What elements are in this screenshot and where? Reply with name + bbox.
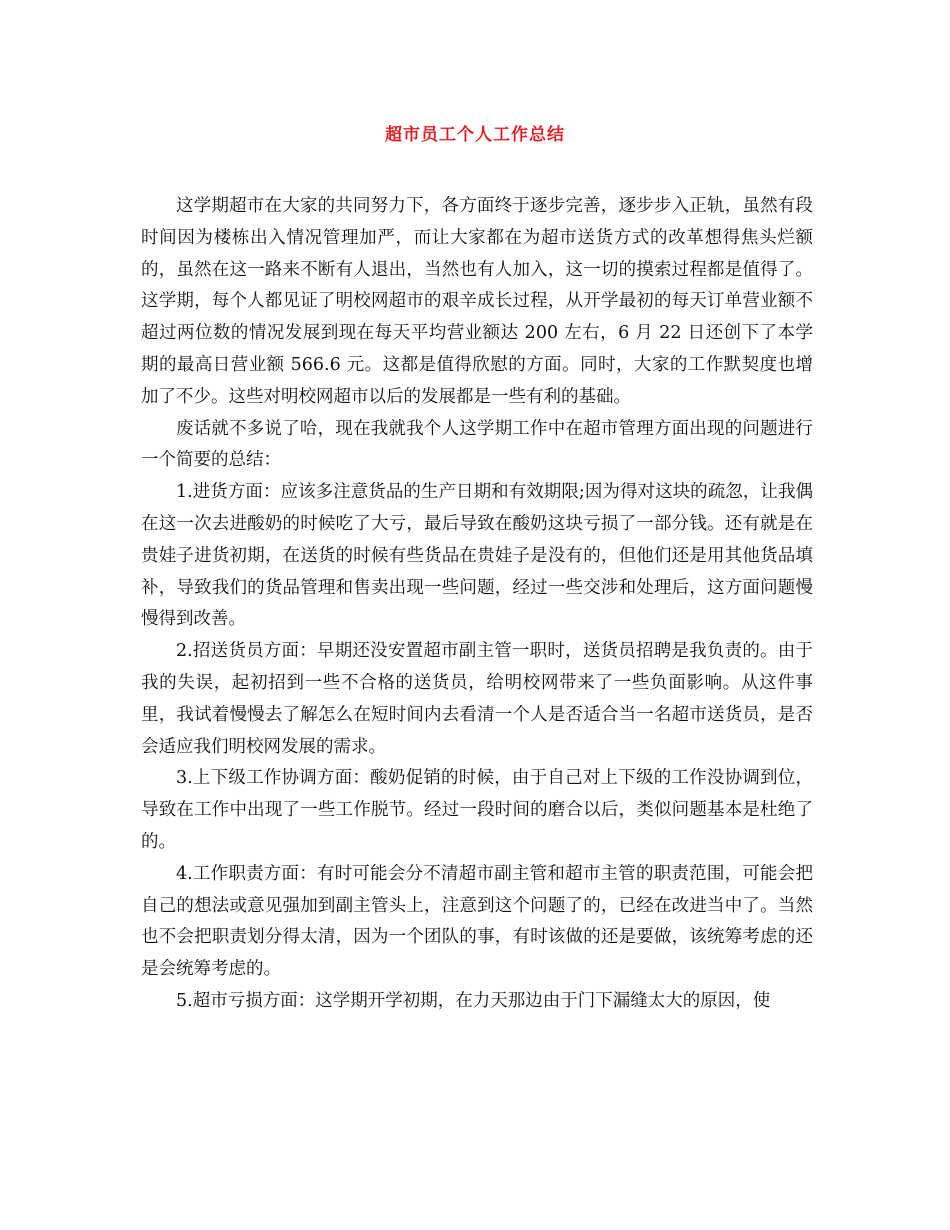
document-body (141, 191, 813, 1018)
document-title: 超市员工个人工作总结 (385, 125, 565, 145)
paragraph-item-coordination: 3.上下级工作协调方面：酸奶促销的时候，由于自己对上下级的工作没协调到位，导致在工作中出现了一些工作脱节。经过一段时间的磨合以后，类似问题基本是杜绝了的。 (141, 768, 813, 852)
paragraph-item-losses: 5.超市亏损方面：这学期开学初期，在力天那边由于门下漏缝太大的原因，使 (176, 990, 771, 1011)
paragraph-item-purchasing: 1.进货方面：应该多注意货品的生产日期和有效期限;因为得对这块的疏忽，让我偶在这一次去进酸奶的时候吃了大亏，最后导致在酸奶这块亏损了一部分钱。还有就是在贵娃子进货初期，在送货的时候有些货品在贵娃子是没有的，但他们还是用其他货品填补，导致我们的货品管理和售卖出现一些问题，经过一些交涉和处理后，这方面问题慢慢得到改善。 (141, 482, 813, 630)
paragraph-item-responsibilities: 4.工作职责方面：有时可能会分不清超市副主管和超市主管的职责范围，可能会把自己的想法或意见强加到副主管头上，注意到这个问题了的，已经在改进当中了。当然也不会把职责划分得太清，因为一个团队的事，有时该做的还是要做，该统筹考虑的还是会统筹考虑的。 (141, 863, 813, 980)
paragraph-intro: 这学期超市在大家的共同努力下，各方面终于逐步完善，逐步步入正轨，虽然有段时间因为楼栋出入情况管理加严，而让大家都在为超市送货方式的改革想得焦头烂额的，虽然在这一路来不断有人退出，当然也有人加入，这一切的摸索过程都是值得了。这学期，每个人都见证了明校网超市的艰辛成长过程，从开学最初的每天订单营业额不超过两位数的情况发展到现在每天平均营业额达 200 左右，6 月 22 日还创下了本学期的最高日营业额 566.6 元。这都是值得欣慰的方面。同时，大家的工作默契度也增加了不少。这些对明校网超市以后的发展都是一些有利的基础。 (141, 196, 813, 407)
paragraph-item-delivery-staff: 2.招送货员方面：早期还没安置超市副主管一职时，送货员招聘是我负责的。由于我的失误，起初招到一些不合格的送货员，给明校网带来了一些负面影响。从这件事里，我试着慢慢去了解怎么在短时间内去看清一个人是否适合当一名超市送货员，是否会适应我们明校网发展的需求。 (141, 641, 813, 757)
paragraph-summary-lead: 废话就不多说了哈，现在我就我个人这学期工作中在超市管理方面出现的问题进行一个简要的总结： (141, 418, 813, 471)
